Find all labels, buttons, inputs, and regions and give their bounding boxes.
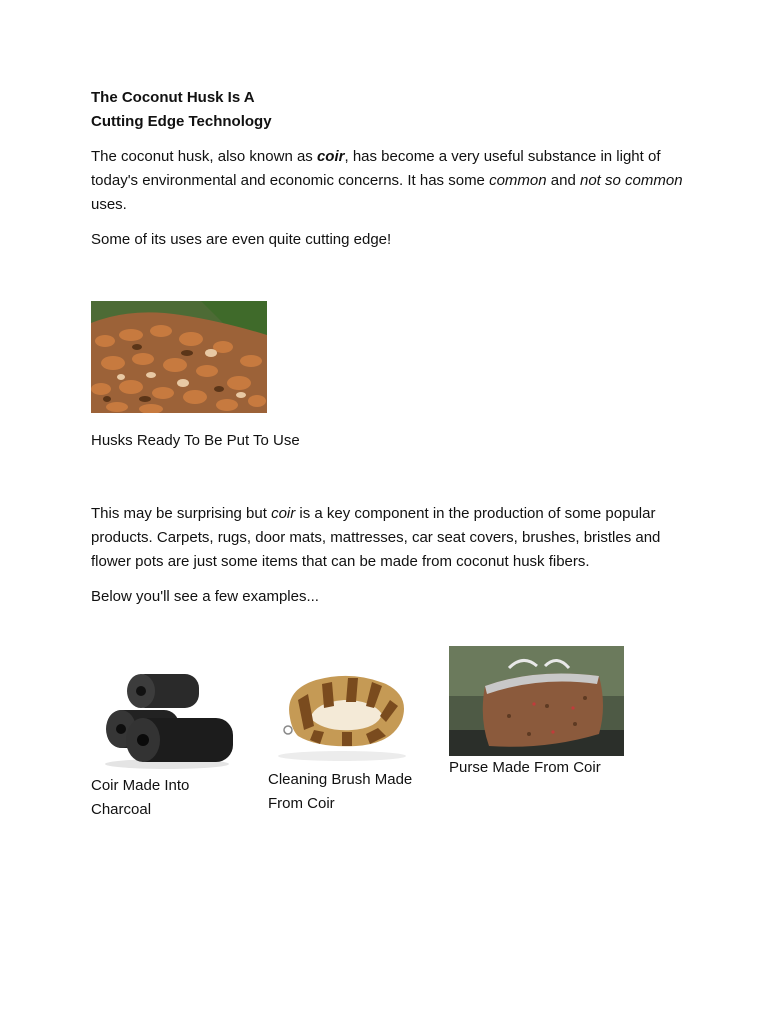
intro-common: common [489, 172, 547, 189]
title [91, 86, 691, 134]
husks-caption: Husks Ready To Be Put To Use [91, 432, 300, 449]
brush-image [268, 660, 418, 768]
purse-image [449, 646, 624, 756]
intro-text-a: The coconut husk, also known as [91, 148, 317, 165]
title-line-1: The Coconut Husk Is A [91, 89, 255, 106]
brush-caption: Cleaning Brush Made From Coir [268, 771, 413, 812]
purse-caption: Purse Made From Coir [449, 759, 601, 776]
intro-coir: coir [316, 148, 345, 165]
example-charcoal [91, 662, 251, 822]
products-text-b: is a key component in the production of some popular products. Carpets, rugs, door mats, mattresses, car seat covers, brushes, bristles and flower pots are just some items that can be made from coconut husk fibers. [91, 505, 661, 570]
document-body [91, 86, 691, 609]
examples-row [91, 646, 651, 846]
intro-text-c: and [546, 172, 580, 189]
husks-image [91, 301, 267, 413]
charcoal-caption: Coir Made Into Charcoal [91, 777, 190, 818]
title-line-2: Cutting Edge Technology [91, 113, 272, 130]
intro-text-b: , has become a very useful substance in light of today's environmental and economic concerns. It has some [91, 148, 661, 189]
intro-text-d: uses. [91, 196, 127, 213]
intro-not-so-common: not so common [579, 172, 683, 189]
charcoal-image [91, 662, 236, 774]
example-purse [449, 646, 629, 780]
intro-paragraph [91, 145, 691, 217]
examples-intro: Below you'll see a few examples... [91, 588, 319, 605]
products-paragraph [91, 502, 691, 574]
products-coir: coir [271, 505, 296, 522]
products-text-a: This may be surprising but [91, 505, 272, 522]
example-brush [268, 660, 438, 816]
cutting-edge-paragraph: Some of its uses are even quite cutting edge! [91, 231, 392, 248]
